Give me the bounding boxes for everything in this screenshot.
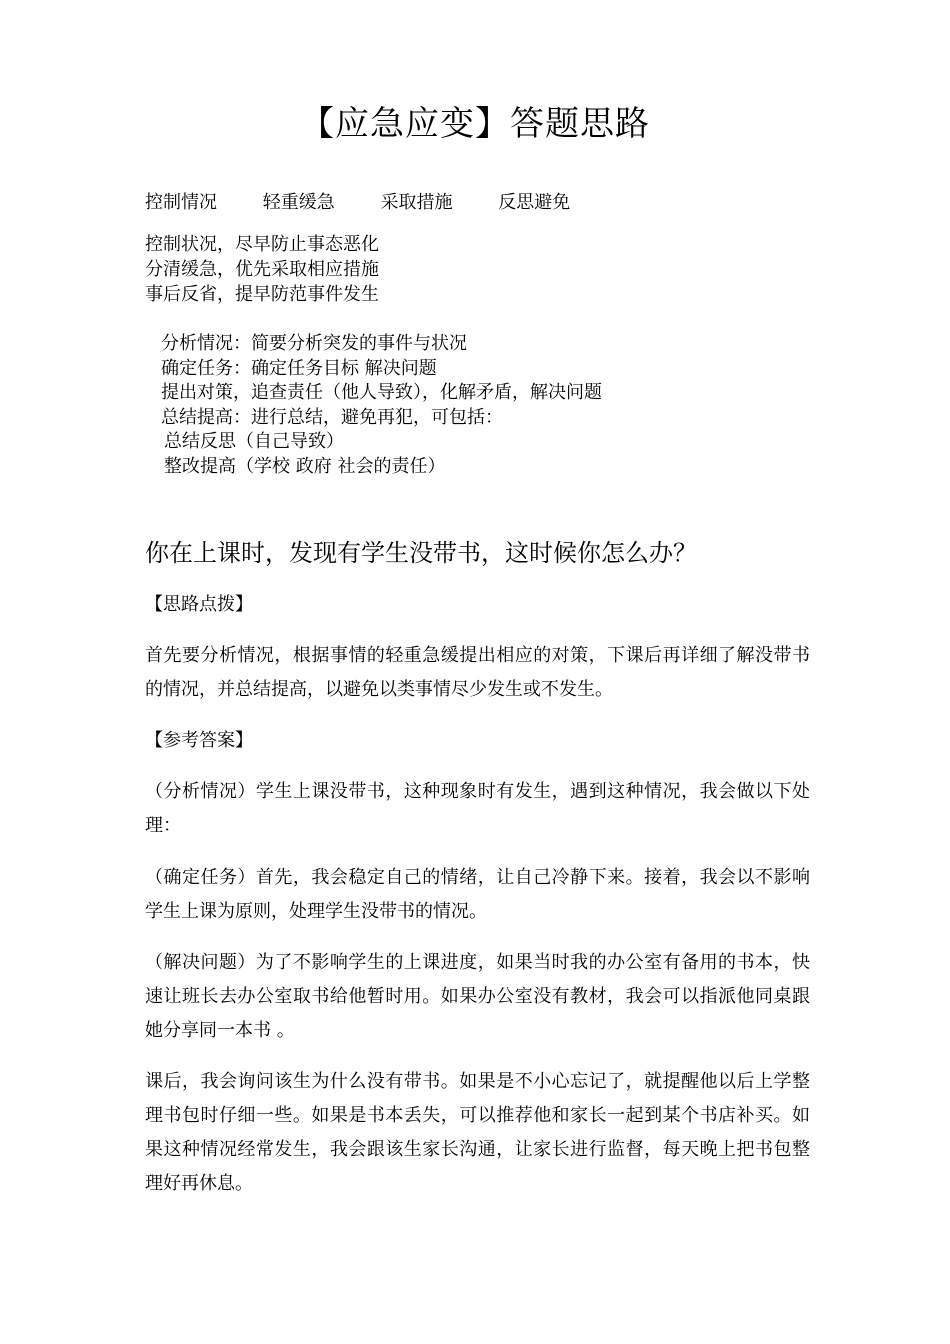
method-line: 提出对策，追查责任（他人导致），化解矛盾，解决问题 [161, 382, 602, 403]
answer-paragraph: （解决问题）为了不影响学生的上课进度，如果当时我的办公室有备用的书本，快速让班长去办公室取书给他暂时用。如果办公室没有教材，我会可以指派他同桌跟她分享同一本书 。 [145, 952, 810, 1041]
answer-paragraph: 课后，我会询问该生为什么没有带书。如果是不小心忘记了，就提醒他以后上学整理书包时仔细一些。如果是书本丢失，可以推荐他和家长一起到某个书店补买。如果这种情况经常发生，我会跟该生家长沟通，让家长进行监督，每天晚上把书包整理好再休息。 [145, 1071, 810, 1194]
method-line: 分析情况：简要分析突发的事件与状况 [161, 333, 467, 354]
page-title: 【应急应变】答题思路 [300, 104, 650, 144]
principle-line: 控制状况，尽早防止事态恶化 [145, 234, 379, 255]
method-line: 确定任务：确定任务目标 解决问题 [161, 357, 437, 379]
step-item: 反思避免 [498, 192, 571, 213]
method-line: 整改提高（学校 政府 社会的责任） [164, 455, 446, 477]
step-item: 采取措施 [380, 192, 453, 213]
answer-paragraph: （分析情况）学生上课没带书，这种现象时有发生，遇到这种情况，我会做以下处理： [145, 781, 810, 836]
answer-heading: 【参考答案】 [145, 730, 253, 751]
method-line: 总结提高：进行总结，避免再犯，可包括： [161, 406, 503, 428]
principles-list [145, 232, 379, 307]
principle-line: 分清缓急，优先采取相应措施 [145, 259, 379, 280]
hint-paragraph: 首先要分析情况，根据事情的轻重急缓提出相应的对策，下课后再详细了解没带书的情况，并总结提高，以避免以类事情尽少发生或不发生。 [145, 645, 810, 700]
answer-paragraph: （确定任务）首先，我会稳定自己的情绪，让自己冷静下来。接着，我会以不影响学生上课为原则，处理学生没带书的情况。 [145, 867, 810, 922]
method-list [161, 332, 602, 479]
hint-heading: 【思路点拨】 [145, 594, 253, 615]
steps-row [145, 190, 610, 216]
principle-line: 事后反省，提早防范事件发生 [145, 284, 379, 305]
step-item: 轻重缓急 [262, 192, 335, 213]
step-item: 控制情况 [145, 192, 217, 213]
method-line: 总结反思（自己导致） [164, 431, 344, 452]
question-heading: 你在上课时，发现有学生没带书，这时候你怎么办？ [145, 539, 697, 567]
